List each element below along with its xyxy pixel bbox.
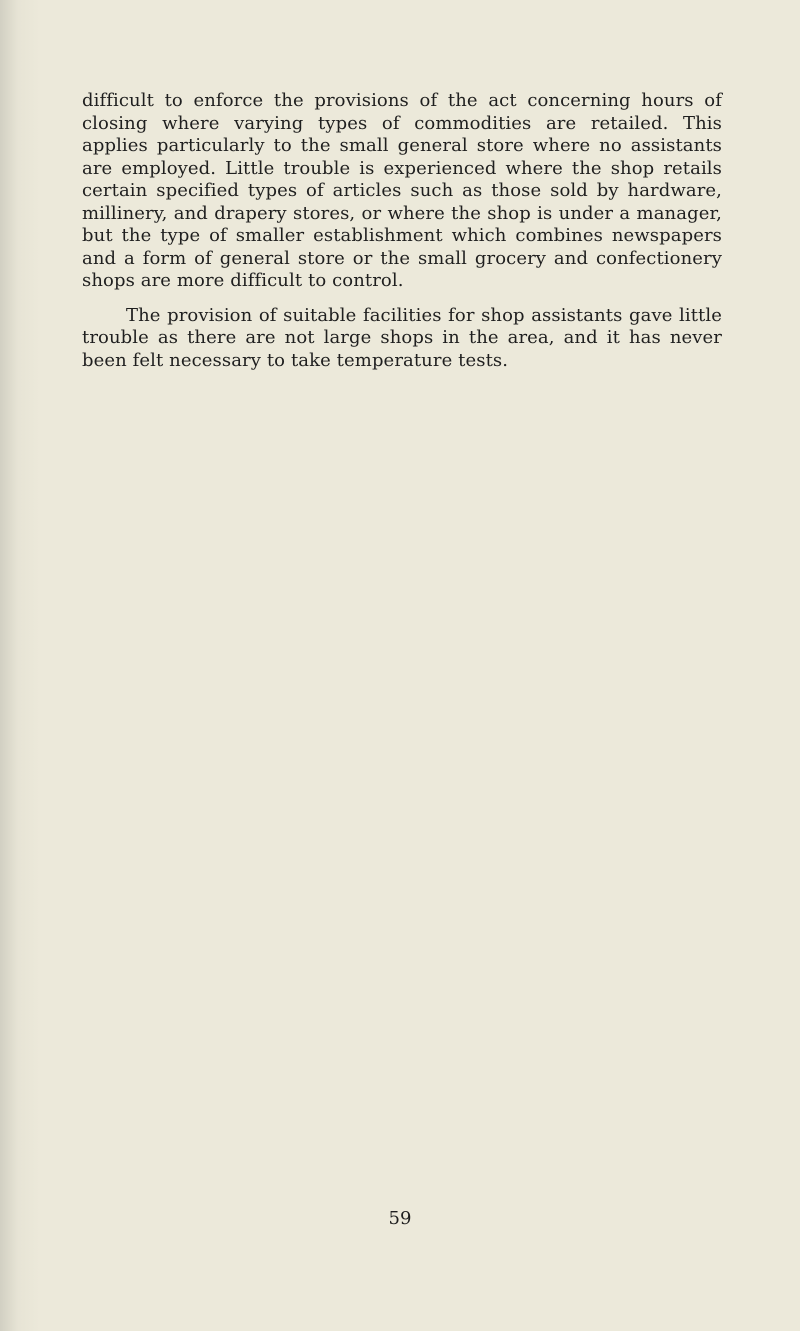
paragraph-1: difficult to enforce the provisions of the act concerning hours of closing where varying types of commodities are retailed. This applies particularly to the small general store where no assistants are employed. Little trouble is experienced where the shop retails certain specified types of articles such as those sold by hardware, millinery, and drapery stores, or where the shop is under a manager, but the type of smaller establishment which combines newspapers and a form of general store or the small grocery and confectionery shops are more difficult to control. (82, 90, 722, 291)
body-text (82, 90, 722, 372)
page-number: 59 (388, 1208, 412, 1229)
paragraph-2: The provision of suitable facilities for shop assistants gave little trouble as there are not large shops in the area, and it has never been felt necessary to take temperature tests. (82, 304, 722, 371)
